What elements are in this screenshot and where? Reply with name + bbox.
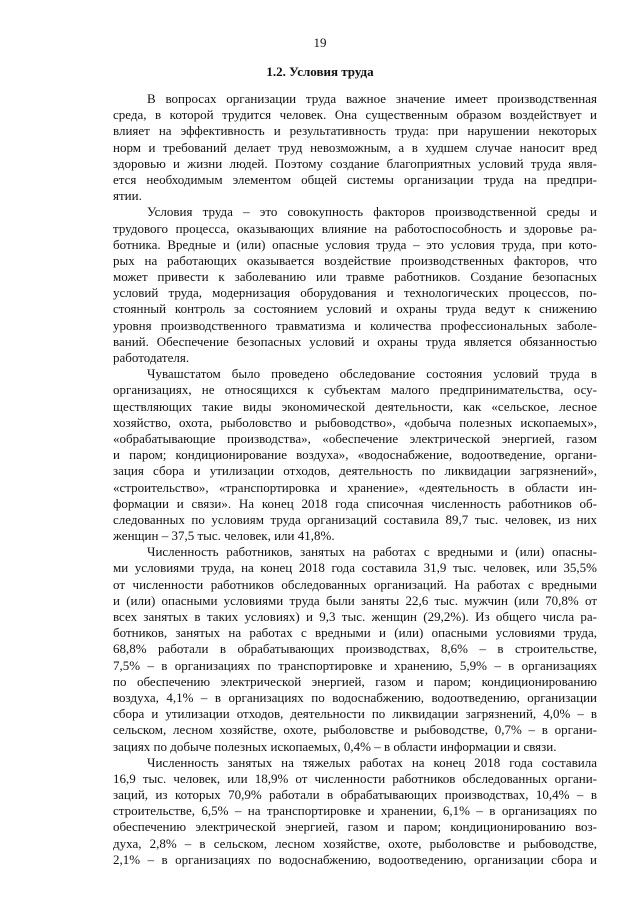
text-line: 16,9 тыс. человек, или 18,9% от численности работников обследованных органи- xyxy=(113,770,597,786)
text-line: духа, 2,8% – в сельском, лесном хозяйстве, охоте, рыболовстве и рыбоводстве, xyxy=(113,835,597,851)
text-line: ется необходимым элементом общей системы организации труда на предпри- xyxy=(113,171,597,187)
text-line: норм и требований делает труд невозможным, а в худшем случае наносит вред xyxy=(113,139,597,155)
text-line: работодателя. xyxy=(113,350,190,365)
text-line: ятии. xyxy=(113,188,142,204)
text-line: зация сбора и утилизации отходов, деятельность по ликвидации загрязнений», xyxy=(113,463,597,479)
text-line: среда, в которой трудится человек. Она существенным образом воздействует и xyxy=(113,107,597,123)
text-line: хозяйство, охота, рыболовство и рыбоводство», «добыча полезных ископаемых», xyxy=(113,414,597,430)
text-line: ми условиями труда, на конец 2018 года составила 31,9 тыс. человек, или 35,5% xyxy=(113,560,597,576)
text-line: стоянный контроль за состоянием условий и охраны труда ведут к снижению xyxy=(113,301,597,317)
text-line: «строительство», «транспортировка и хранение», «деятельность в области ин- xyxy=(113,479,597,495)
text-line: по обеспечению электрической энергией, газом и паром; кондиционированию xyxy=(113,673,597,689)
text-line: и (или) опасными условиями труда были заняты 22,6 тыс. мужчин (или 70,8% от xyxy=(113,592,597,608)
text-line: Численность работников, занятых на работах с вредными и (или) опасны- xyxy=(147,544,597,560)
text-line: формации и связи». На конец 2018 года списочная численность работников об- xyxy=(113,495,597,511)
text-line: воздуха, 4,1% – в организациях по водоснабжению, водоотведению, организации xyxy=(113,689,597,705)
text-line: строительстве, 6,5% – на транспортировке и хранении, 6,1% – в организациях по xyxy=(113,803,597,819)
text-line: 2,1% – в организациях по водоснабжению, водоотведению, организации сбора и xyxy=(113,851,597,867)
text-line: сбора и утилизации отходов, деятельности по ликвидации загрязнений, 4,0% – в xyxy=(113,706,597,722)
text-line: заций, из которых 70,9% работали в обрабатывающих производствах, 10,4% – в xyxy=(113,787,597,803)
text-line: и паром; кондиционирование воздуха», «водоснабжение, водоотведение, органи- xyxy=(113,447,597,463)
text-line: трудового процесса, оказывающих влияние на работоспособность и здоровье ра- xyxy=(113,220,597,236)
text-line: уровня производственного травматизма и количества профессиональных заболе- xyxy=(113,317,597,333)
text-line: ществляющих такие виды экономической деятельности, как «сельское, лесное xyxy=(113,398,597,414)
text-line: Чувашстатом было проведено обследование состояния условий труда в xyxy=(147,366,597,382)
page-number: 19 xyxy=(313,35,327,50)
text-line: «обрабатывающие производства», «обеспечение электрической энергией, газом xyxy=(113,430,597,446)
text-line: В вопросах организации труда важное значение имеет производственная xyxy=(147,91,597,106)
text-line: от численности работников обследованных организаций. На работах с вредными xyxy=(113,576,597,592)
text-line: 7,5% – в организациях по транспортировке и хранению, 5,9% – в организациях xyxy=(113,657,597,673)
text-line: 68,8% работали в обрабатывающих производствах, 8,6% – в строительстве, xyxy=(113,641,597,657)
text-line: всех занятых в таких условиях) и 9,3 тыс. женщин (29,2%). Из общего числа ра- xyxy=(113,609,597,624)
text-line: здоровью и жизни людей. Поэтому создание благоприятных условий труда явля- xyxy=(113,155,597,171)
text-line: влияет на эффективность и результативность труда: при нарушении некоторых xyxy=(113,123,597,139)
paragraph xyxy=(113,544,597,754)
paragraph xyxy=(113,204,597,366)
text-line: может привести к заболеванию или травме работников. Создание безопасных xyxy=(113,269,597,285)
text-line: рых на работающих оказывается воздействие производственных факторов, что xyxy=(113,252,597,268)
text-line: Численность занятых на тяжелых работах на конец 2018 года составила xyxy=(147,754,597,770)
paragraph xyxy=(113,755,597,868)
text-line: ботника. Вредные и (или) опасные условия труда – это условия труда, при кото- xyxy=(113,236,597,252)
text-line: зациях по добыче полезных ископаемых, 0,4% – в области информации и связи. xyxy=(113,738,557,754)
body-text xyxy=(113,91,597,868)
text-line: женщин – 37,5 тыс. человек, или 41,8%. xyxy=(113,528,335,544)
text-line: следованных по условиям труда организаций составила 89,7 тыс. человек, из них xyxy=(113,511,597,527)
text-line: организациях, не относящихся к субъектам малого предпринимательства, осу- xyxy=(113,382,597,398)
text-line: ботников, занятых на работах с вредными и (или) опасными условиями труда, xyxy=(113,625,597,641)
section-title: 1.2. Условия труда xyxy=(266,64,374,79)
text-line: сельском, лесном хозяйстве, охоте, рыболовстве и рыбоводстве, 0,7% – в органи- xyxy=(113,722,597,738)
text-line: условий труда, модернизация оборудования и технологических процессов, по- xyxy=(113,285,597,301)
paragraph xyxy=(113,366,597,544)
paragraph xyxy=(113,91,597,204)
text-line: обеспечению электрической энергией, газом и паром; кондиционированию воз- xyxy=(113,819,597,835)
text-line: ваний. Обеспечение безопасных условий и охраны труда является обязанностью xyxy=(113,333,597,349)
text-line: Условия труда – это совокупность факторов производственной среды и xyxy=(147,204,597,220)
